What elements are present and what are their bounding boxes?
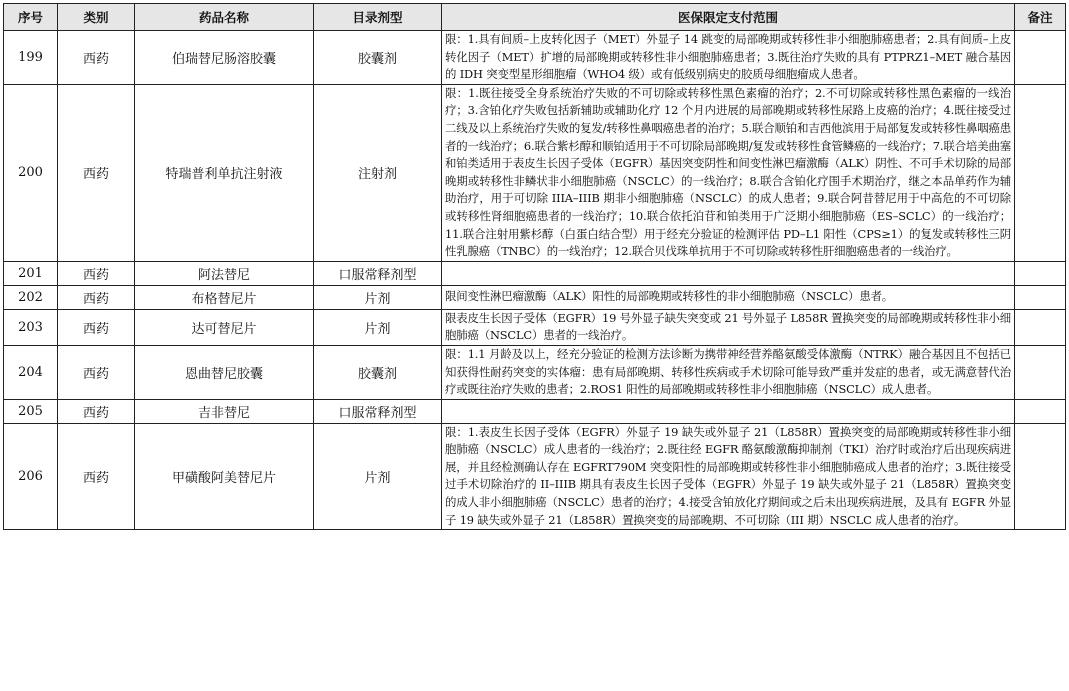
row-drug-name: 吉非替尼 <box>135 399 314 423</box>
row-note <box>1015 285 1066 309</box>
row-dosage-form: 片剂 <box>314 285 442 309</box>
row-payment-scope: 限：1.既往接受全身系统治疗失败的不可切除或转移性黑色素瘤的治疗；2.不可切除或转移性黑色素瘤的一线治疗；3.含铂化疗失败包括新辅助或辅助化疗 12 个月内进展的局部晚期或转移性尿路上皮癌的治疗；4.既往接受过二线及以上系统治疗失败的复发/转移性鼻咽癌患者的治疗；5.联合顺铂和吉西他滨用于局部复发或转移性鼻咽癌患者的一线治疗；6.联合紫杉醇和顺铂适用于不可切除局部晚期/复发或转移性食管鳞癌的一线治疗；7.联合培美曲塞和铂类适用于表皮生长因子受体（EGFR）基因突变阴性和间变性淋巴瘤激酶（ALK）阴性、不可手术切除的局部晚期或转移性非鳞状非小细胞肺癌（NSCLC）的一线治疗；8.联合含铂化疗围手术期治疗，继之本品单药作为辅助治疗，用于可切除 IIIA–IIIB 期非小细胞肺癌（NSCLC）的成人患者；9.联合阿昔替尼用于中高危的不可切除或转移性肾细胞癌患者的一线治疗；10.联合依托泊苷和铂类用于广泛期小细胞肺癌（ES–SCLC）的一线治疗；11.联合注射用紫杉醇（白蛋白结合型）用于经充分验证的检测评估 PD–L1 阳性（CPS≥1）的复发或转移性三阴性乳腺癌（TNBC）的一线治疗；12.联合贝伐珠单抗用于不可切除或转移性肝细胞癌患者的一线治疗。 <box>442 84 1015 261</box>
header-note: 备注 <box>1015 4 1066 31</box>
row-note <box>1015 345 1066 399</box>
row-number: 200 <box>4 84 58 261</box>
drug-list-sheet <box>3 3 1066 530</box>
row-drug-name: 甲磺酸阿美替尼片 <box>135 423 314 530</box>
header-drug-name: 药品名称 <box>135 4 314 31</box>
row-category: 西药 <box>58 285 135 309</box>
table-row <box>4 309 1066 345</box>
row-number: 206 <box>4 423 58 530</box>
row-note <box>1015 423 1066 530</box>
row-category: 西药 <box>58 423 135 530</box>
row-note <box>1015 84 1066 261</box>
row-drug-name: 伯瑞替尼肠溶胶囊 <box>135 31 314 85</box>
header-payment-scope: 医保限定支付范围 <box>442 4 1015 31</box>
table-row <box>4 423 1066 530</box>
row-drug-name: 阿法替尼 <box>135 261 314 285</box>
row-payment-scope: 限间变性淋巴瘤激酶（ALK）阳性的局部晚期或转移性的非小细胞肺癌（NSCLC）患者。 <box>442 285 1015 309</box>
row-payment-scope <box>442 399 1015 423</box>
row-payment-scope: 限：1.具有间质–上皮转化因子（MET）外显子 14 跳变的局部晚期或转移性非小细胞肺癌患者；2.具有间质–上皮转化因子（MET）扩增的局部晚期或转移性非小细胞肺癌患者；3.既往治疗失败的具有 PTPRZ1–MET 融合基因的 IDH 突变型星形细胞瘤（WHO4 级）或有低级别病史的胶质母细胞瘤成人患者。 <box>442 31 1015 85</box>
row-dosage-form: 口服常释剂型 <box>314 261 442 285</box>
row-category: 西药 <box>58 399 135 423</box>
row-category: 西药 <box>58 345 135 399</box>
row-drug-name: 恩曲替尼胶囊 <box>135 345 314 399</box>
row-number: 204 <box>4 345 58 399</box>
drug-table <box>3 3 1066 530</box>
table-row <box>4 261 1066 285</box>
row-dosage-form: 片剂 <box>314 309 442 345</box>
row-dosage-form: 片剂 <box>314 423 442 530</box>
row-note <box>1015 261 1066 285</box>
row-payment-scope <box>442 261 1015 285</box>
row-drug-name: 特瑞普利单抗注射液 <box>135 84 314 261</box>
header-dosage-form: 目录剂型 <box>314 4 442 31</box>
row-payment-scope: 限：1.表皮生长因子受体（EGFR）外显子 19 缺失或外显子 21（L858R）置换突变的局部晚期或转移性非小细胞肺癌（NSCLC）成人患者的一线治疗；2.既往经 EGFR 酪氨酸激酶抑制剂（TKI）治疗时或治疗后出现疾病进展，并且经检测确认存在 EGFRT790M 突变阳性的局部晚期或转移性非小细胞肺癌成人患者的治疗；3.既往接受过手术切除治疗的 II–IIIB 期具有表皮生长因子受体（EGFR）外显子 19 缺失或外显子 21（L858R）置换突变的成人非小细胞肺癌（NSCLC）患者的治疗；4.接受含铂放化疗期间或之后未出现疾病进展，及具有 EGFR 外显子 19 缺失或外显子 21（L858R）置换突变的局部晚期、不可切除（III 期）NSCLC 成人患者的治疗。 <box>442 423 1015 530</box>
row-note <box>1015 309 1066 345</box>
table-row <box>4 31 1066 85</box>
row-dosage-form: 胶囊剂 <box>314 345 442 399</box>
row-dosage-form: 胶囊剂 <box>314 31 442 85</box>
row-category: 西药 <box>58 84 135 261</box>
row-dosage-form: 注射剂 <box>314 84 442 261</box>
row-payment-scope: 限表皮生长因子受体（EGFR）19 号外显子缺失突变或 21 号外显子 L858R 置换突变的局部晚期或转移性非小细胞肺癌（NSCLC）患者的一线治疗。 <box>442 309 1015 345</box>
row-category: 西药 <box>58 261 135 285</box>
row-number: 202 <box>4 285 58 309</box>
row-note <box>1015 399 1066 423</box>
row-drug-name: 布格替尼片 <box>135 285 314 309</box>
table-row <box>4 345 1066 399</box>
header-category: 类别 <box>58 4 135 31</box>
table-row <box>4 399 1066 423</box>
row-dosage-form: 口服常释剂型 <box>314 399 442 423</box>
table-row <box>4 285 1066 309</box>
row-number: 201 <box>4 261 58 285</box>
table-header-row <box>4 4 1066 31</box>
row-drug-name: 达可替尼片 <box>135 309 314 345</box>
row-category: 西药 <box>58 31 135 85</box>
table-row <box>4 84 1066 261</box>
row-payment-scope: 限：1.1 月龄及以上，经充分验证的检测方法诊断为携带神经营养酪氨酸受体激酶（NTRK）融合基因且不包括已知获得性耐药突变的实体瘤：患有局部晚期、转移性疾病或手术切除可能导致严重并发症的患者，或无满意替代治疗或既往治疗失败的患者；2.ROS1 阳性的局部晚期或转移性非小细胞肺癌（NSCLC）成人患者。 <box>442 345 1015 399</box>
row-note <box>1015 31 1066 85</box>
row-category: 西药 <box>58 309 135 345</box>
header-no: 序号 <box>4 4 58 31</box>
row-number: 205 <box>4 399 58 423</box>
row-number: 199 <box>4 31 58 85</box>
row-number: 203 <box>4 309 58 345</box>
